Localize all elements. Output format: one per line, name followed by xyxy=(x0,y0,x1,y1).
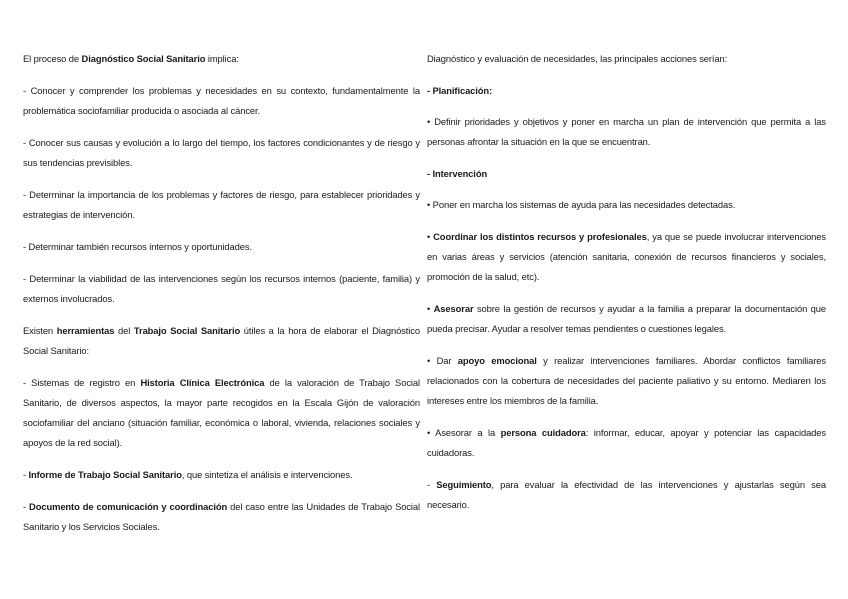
advise-paragraph: • Asesorar sobre la gestión de recursos y ayudar a la familia a preparar la documentación que pueda precisar. Ayudar a resolver temas pendientes o cuestiones legales. xyxy=(427,303,826,334)
right-intro: Diagnóstico y evaluación de necesidades, las principales acciones serían: xyxy=(427,53,728,64)
planning-text: • Definir prioridades y objetivos y poner en marcha un plan de intervención que permita a las personas afrontar la situación en la que se encuentran. xyxy=(427,116,826,147)
bullet-importance: - Determinar la importancia de los problemas y factores de riesgo, para establecer prioridades y estrategias de intervención. xyxy=(23,189,420,220)
intervention-heading: - Intervención xyxy=(427,168,488,179)
document-paragraph: - Documento de comunicación y coordinación del caso entre las Unidades de Trabajo Social Sanitario y los Servicios Sociales. xyxy=(23,501,421,532)
caregiver-paragraph: • Asesorar a la persona cuidadora: informar, educar, apoyar y potenciar las capacidades cuidadoras. xyxy=(427,427,826,458)
planning-heading: - Planificación: xyxy=(427,85,493,96)
bullet-resources: - Determinar también recursos internos y oportunidades. xyxy=(23,241,252,252)
bullet-understand: - Conocer y comprender los problemas y necesidades en su contexto, fundamentalmente la problemática sociofamiliar producida o asociada al cáncer. xyxy=(23,85,420,116)
intervention-text: • Poner en marcha los sistemas de ayuda para las necesidades detectadas. xyxy=(427,199,736,210)
emotional-paragraph: • Dar apoyo emocional y realizar intervenciones familiares. Abordar conflictos familiares relacionados con la cobertura de necesidades del paciente paliativo y su entorno. Mediaren los intereses entre los miembros de la familia. xyxy=(427,355,826,406)
followup-paragraph: - Seguimiento, para evaluar la efectividad de las intervenciones y ajustarlas según sea necesario. xyxy=(427,479,826,510)
bullet-viability: - Determinar la viabilidad de las intervenciones según los recursos internos (paciente, familia) y externos involucrados. xyxy=(23,273,420,304)
coordinate-paragraph: • Coordinar los distintos recursos y profesionales, ya que se puede involucrar intervenciones en varias áreas y servicios (atención sanitaria, conexión de recursos financieros y sociales, promoción de la salud, etc). xyxy=(427,231,827,282)
left-column xyxy=(23,49,420,549)
report-paragraph: - Informe de Trabajo Social Sanitario, que sintetiza el análisis e intervenciones. xyxy=(23,469,353,480)
bullet-causes: - Conocer sus causas y evolución a lo largo del tiempo, los factores condicionantes y de riesgo y sus tendencias previsibles. xyxy=(23,137,420,168)
intro-paragraph: El proceso de Diagnóstico Social Sanitario implica: xyxy=(23,53,239,64)
right-column xyxy=(427,49,826,527)
tools-paragraph: Existen herramientas del Trabajo Social Sanitario útiles a la hora de elaborar el Diagnóstico Social Sanitario: xyxy=(23,325,420,356)
systems-paragraph: - Sistemas de registro en Historia Clínica Electrónica de la valoración de Trabajo Social Sanitario, de diversos aspectos, la mayor parte recogidos en la Escala Gijón de valoración sociofamiliar del anciano (situación familiar, económica o laboral, vivienda, relaciones sociales y apoyos de la red social). xyxy=(23,377,420,448)
